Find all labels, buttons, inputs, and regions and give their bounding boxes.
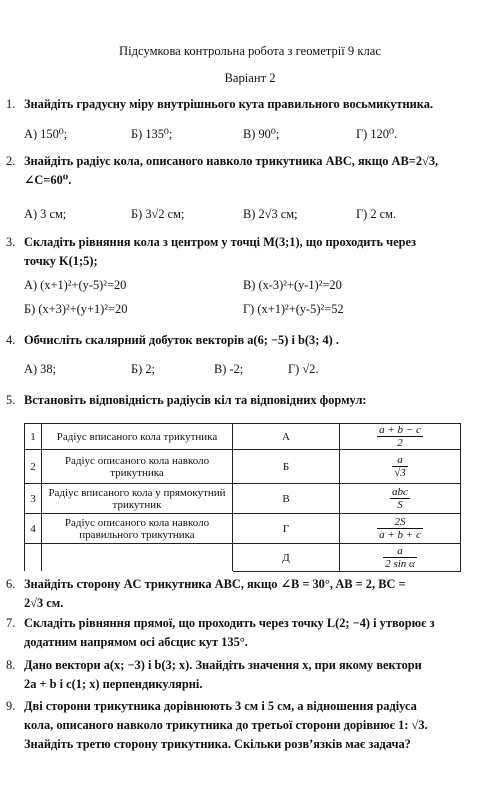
question-text-cont: точку K(1;5); bbox=[24, 254, 98, 268]
row-letter: Б bbox=[233, 450, 340, 484]
row-description: Радіус вписаного кола трикутника bbox=[42, 424, 233, 450]
question-4 bbox=[6, 331, 494, 350]
row-letter: В bbox=[233, 484, 340, 514]
question-number: 3. bbox=[6, 235, 16, 249]
question-text: Знайдіть радіус кола, описаного навколо трикутника ABC, якщо AB=2√3, bbox=[24, 154, 439, 168]
question-number: 6. bbox=[6, 577, 16, 591]
formula-numerator: abc bbox=[392, 486, 408, 498]
formula-numerator: 2S bbox=[377, 516, 423, 529]
row-number: 3 bbox=[25, 484, 42, 514]
question-text-cont: 2√3 см. bbox=[24, 596, 64, 610]
row-letter: А bbox=[233, 424, 340, 450]
question-text-cont: Знайдіть третю сторону трикутника. Скільки розв’язків має задача? bbox=[24, 737, 411, 751]
question-text: Дано вектори a(x; −3) і b(3; x). Знайдіть значення x, при якому вектори bbox=[24, 658, 422, 672]
question-text: Дві сторони трикутника дорівнюють 3 см і 5 см, а відношення радіуса bbox=[24, 699, 417, 713]
formula-numerator: a + b − c bbox=[379, 424, 421, 436]
answer-option: А) (x+1)²+(y-5)²=20 bbox=[24, 278, 127, 292]
question-2 bbox=[6, 152, 494, 190]
question-number: 9. bbox=[6, 699, 16, 713]
table-row bbox=[25, 424, 461, 450]
question-6 bbox=[6, 575, 494, 613]
answer-option: Б) 135⁰; bbox=[131, 127, 173, 141]
row-letter: Д bbox=[233, 544, 340, 572]
formula-denominator: 2 bbox=[397, 437, 403, 449]
variant-label: Варіант 2 bbox=[224, 71, 276, 85]
answer-option: Г) 2 см. bbox=[356, 207, 397, 221]
question-8 bbox=[6, 656, 494, 694]
question-7 bbox=[6, 614, 494, 652]
answer-option: Б) (x+3)²+(y+1)²=20 bbox=[24, 302, 128, 316]
page-title: Підсумкова контрольна робота з геометрії 9 клас bbox=[119, 44, 381, 58]
answer-option: А) 38; bbox=[24, 362, 57, 376]
question-text-cont: кола, описаного навколо трикутника до третьої сторони дорівнює 1: √3. bbox=[24, 718, 428, 732]
question-number: 4. bbox=[6, 333, 16, 347]
question-number: 2. bbox=[6, 154, 16, 168]
formula-denominator: 2 sin α bbox=[385, 558, 415, 570]
answer-option: Б) 3√2 см; bbox=[131, 207, 185, 221]
answer-option: Г) √2. bbox=[288, 362, 319, 376]
table-row bbox=[25, 514, 461, 544]
row-description: Радіус вписаного кола у прямокутний трикутник bbox=[42, 484, 233, 514]
question-9 bbox=[6, 697, 494, 754]
row-formula bbox=[340, 450, 461, 484]
question-text: Обчисліть скалярний добуток векторів a(6; −5) і b(3; 4) . bbox=[24, 333, 339, 347]
question-text: Знайдіть градусну міру внутрішнього кута правильного восьмикутника. bbox=[24, 97, 434, 111]
answer-option: В) (x-3)²+(y-1)²=20 bbox=[243, 278, 342, 292]
question-text: Знайдіть сторону AC трикутника ABC, якщо ∠B = 30°, AB = 2, BC = bbox=[24, 577, 406, 591]
row-number: 4 bbox=[25, 514, 42, 544]
answer-option: Г) 120⁰. bbox=[356, 127, 398, 141]
matching-table bbox=[24, 423, 461, 572]
row-number: 2 bbox=[25, 450, 42, 484]
question-number: 5. bbox=[6, 393, 16, 407]
table-row bbox=[25, 544, 461, 572]
table-row bbox=[25, 450, 461, 484]
question-text: Встановіть відповідність радіусів кіл та відповідних формул: bbox=[24, 393, 367, 407]
question-3 bbox=[6, 233, 494, 271]
formula-denominator: S bbox=[397, 499, 403, 511]
question-text: Складіть рівняння кола з центром у точці M(3;1), що проходить через bbox=[24, 235, 417, 249]
question-number: 1. bbox=[6, 97, 16, 111]
formula-denominator: √3 bbox=[394, 467, 406, 479]
answer-option: В) 90⁰; bbox=[243, 127, 280, 141]
row-formula bbox=[340, 514, 461, 544]
row-letter: Г bbox=[233, 514, 340, 544]
row-formula bbox=[340, 424, 461, 450]
answer-option: А) 150⁰; bbox=[24, 127, 68, 141]
row-formula bbox=[340, 484, 461, 514]
row-number bbox=[25, 544, 42, 572]
answer-option: Б) 2; bbox=[131, 362, 155, 376]
answer-option: В) 2√3 см; bbox=[243, 207, 298, 221]
answer-option: В) -2; bbox=[214, 362, 244, 376]
row-formula bbox=[340, 544, 461, 572]
question-number: 8. bbox=[6, 658, 16, 672]
row-description: Радіус описаного кола навколо правильного трикутника bbox=[42, 514, 233, 544]
question-text: Складіть рівняння прямої, що проходить через точку L(2; −4) і утворює з bbox=[24, 616, 435, 630]
answer-option: А) 3 см; bbox=[24, 207, 67, 221]
question-text-cont: ∠C=60⁰. bbox=[24, 173, 72, 187]
row-description: Радіус описаного кола навколо трикутника bbox=[42, 450, 233, 484]
question-5 bbox=[6, 391, 494, 410]
question-text-cont: додатним напрямом осі абсцис кут 135°. bbox=[24, 635, 248, 649]
formula-numerator: a bbox=[383, 545, 417, 558]
table-row bbox=[25, 484, 461, 514]
question-number: 7. bbox=[6, 616, 16, 630]
question-text-cont: 2a + b і c(1; x) перпендикулярні. bbox=[24, 677, 203, 691]
row-number: 1 bbox=[25, 424, 42, 450]
answer-option: Г) (x+1)²+(y-5)²=52 bbox=[243, 302, 344, 316]
formula-numerator: a bbox=[392, 454, 408, 467]
formula-denominator: a + b + c bbox=[379, 529, 421, 541]
question-1 bbox=[6, 95, 494, 114]
row-description bbox=[42, 544, 233, 572]
